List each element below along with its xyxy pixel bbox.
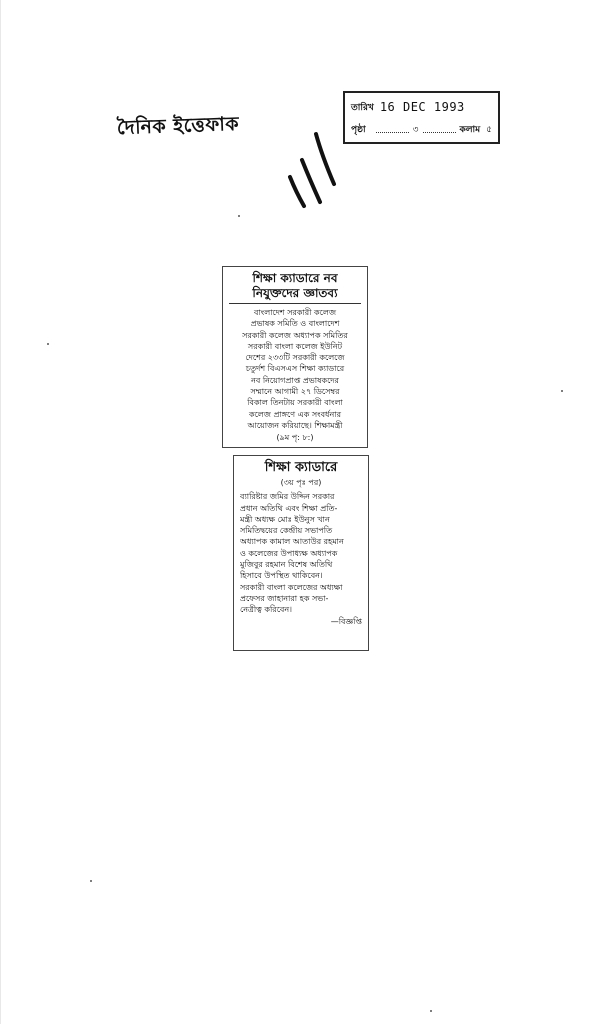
body-line: দেশের ২৩৩টি সরকারী কলেজে <box>245 353 345 363</box>
body-line: সরকারী কলেজ অধ্যাপক সমিতির <box>242 330 348 340</box>
news-clipping-1 <box>222 266 368 448</box>
scan-speck <box>238 215 240 217</box>
body-line: চতুর্দশ বিএসএস শিক্ষা ক্যাডারে <box>245 364 345 374</box>
body-line: অধ্যাপক কামাল আতাউর রহমান <box>240 537 344 547</box>
body-line: সমিতিদ্বয়ের কেন্দ্রীয় সভাপতি <box>240 526 333 536</box>
body-line: বাংলাদেশ সরকারী কলেজ <box>254 308 336 317</box>
body-line: বিকাল তিনটায় সরকারী বাংলা <box>247 398 343 408</box>
scan-speck <box>561 390 563 392</box>
headline-line-2: নিযুক্তদের জ্ঞাতব্য <box>252 286 338 300</box>
clipping-2-body <box>240 491 362 615</box>
scan-speck <box>430 1010 432 1012</box>
scan-speck <box>90 880 92 882</box>
body-line: ও কলেজের উপাধ্যক্ষ অধ্যাপক <box>240 548 338 558</box>
body-line: নব নিয়োগপ্রাপ্ত প্রভাষকদের <box>251 375 339 385</box>
body-line: নেত্রীত্ব করিবেন। <box>240 605 293 615</box>
body-line: ব্যারিষ্টার জমির উদ্দিন সরকার <box>240 492 335 502</box>
clipping-2-headline: শিক্ষা ক্যাডারে <box>264 460 338 475</box>
clipping-2-signature: —বিজ্ঞপ্তি <box>330 616 362 626</box>
newspaper-name: দৈনিক ইত্তেফাক <box>116 112 240 140</box>
body-line: কলেজ প্রাঙ্গণে এক সংবর্ধনার <box>248 409 342 419</box>
body-line: সম্মানে আগামী ২৭ ডিসেম্বর <box>250 387 340 397</box>
body-line: প্রফেসর জাহানারা হক সভা- <box>240 593 329 603</box>
stamp-column-label: কলাম <box>459 124 481 135</box>
body-line: সরকারী বাংলা কলেজ ইউনিট <box>247 341 343 351</box>
body-line: আয়োজন করিয়াছে। শিক্ষামন্ত্রী <box>247 420 343 430</box>
stamp-date-label: তারিখ <box>351 102 374 113</box>
stamp-dots <box>423 126 456 133</box>
headline-line-1: শিক্ষা ক্যাডারে নব <box>252 271 338 285</box>
stamp-page-label: পৃষ্ঠা <box>351 124 366 135</box>
news-clipping-2 <box>233 455 369 651</box>
stamp-column-value: ৫ <box>486 124 493 135</box>
clipping-1-headline <box>229 271 361 304</box>
body-line: প্রধান অতিথি এবং শিক্ষা প্রতি- <box>240 503 338 513</box>
date-stamp <box>343 91 500 144</box>
body-line: সরকারী বাংলা কলেজের অধ্যক্ষা <box>240 582 343 592</box>
page-edge <box>0 0 1 1024</box>
clipping-1-body <box>229 307 361 431</box>
stamp-dots <box>376 126 409 133</box>
stamp-page-value: ৩ <box>412 124 419 135</box>
body-line: মুজিবুর রহমান বিশেষ অতিথি <box>240 560 333 570</box>
clipping-2-subhead: (৩য় পৃঃ পর) <box>280 478 322 487</box>
clipping-1-continuation: (৯ম পৃ: ৮:) <box>276 433 314 443</box>
body-line: হিসাবে উপস্থিত থাকিবেন। <box>240 571 323 581</box>
body-line: প্রভাষক সমিতি ও বাংলাদেশ <box>250 319 340 329</box>
body-line: মন্ত্রী অধ্যক্ষ মোঃ ইউনুস খান <box>240 514 330 524</box>
handwritten-mark <box>282 122 342 212</box>
stamp-date-value: 16 DEC 1993 <box>379 100 465 114</box>
scan-speck <box>47 343 49 345</box>
